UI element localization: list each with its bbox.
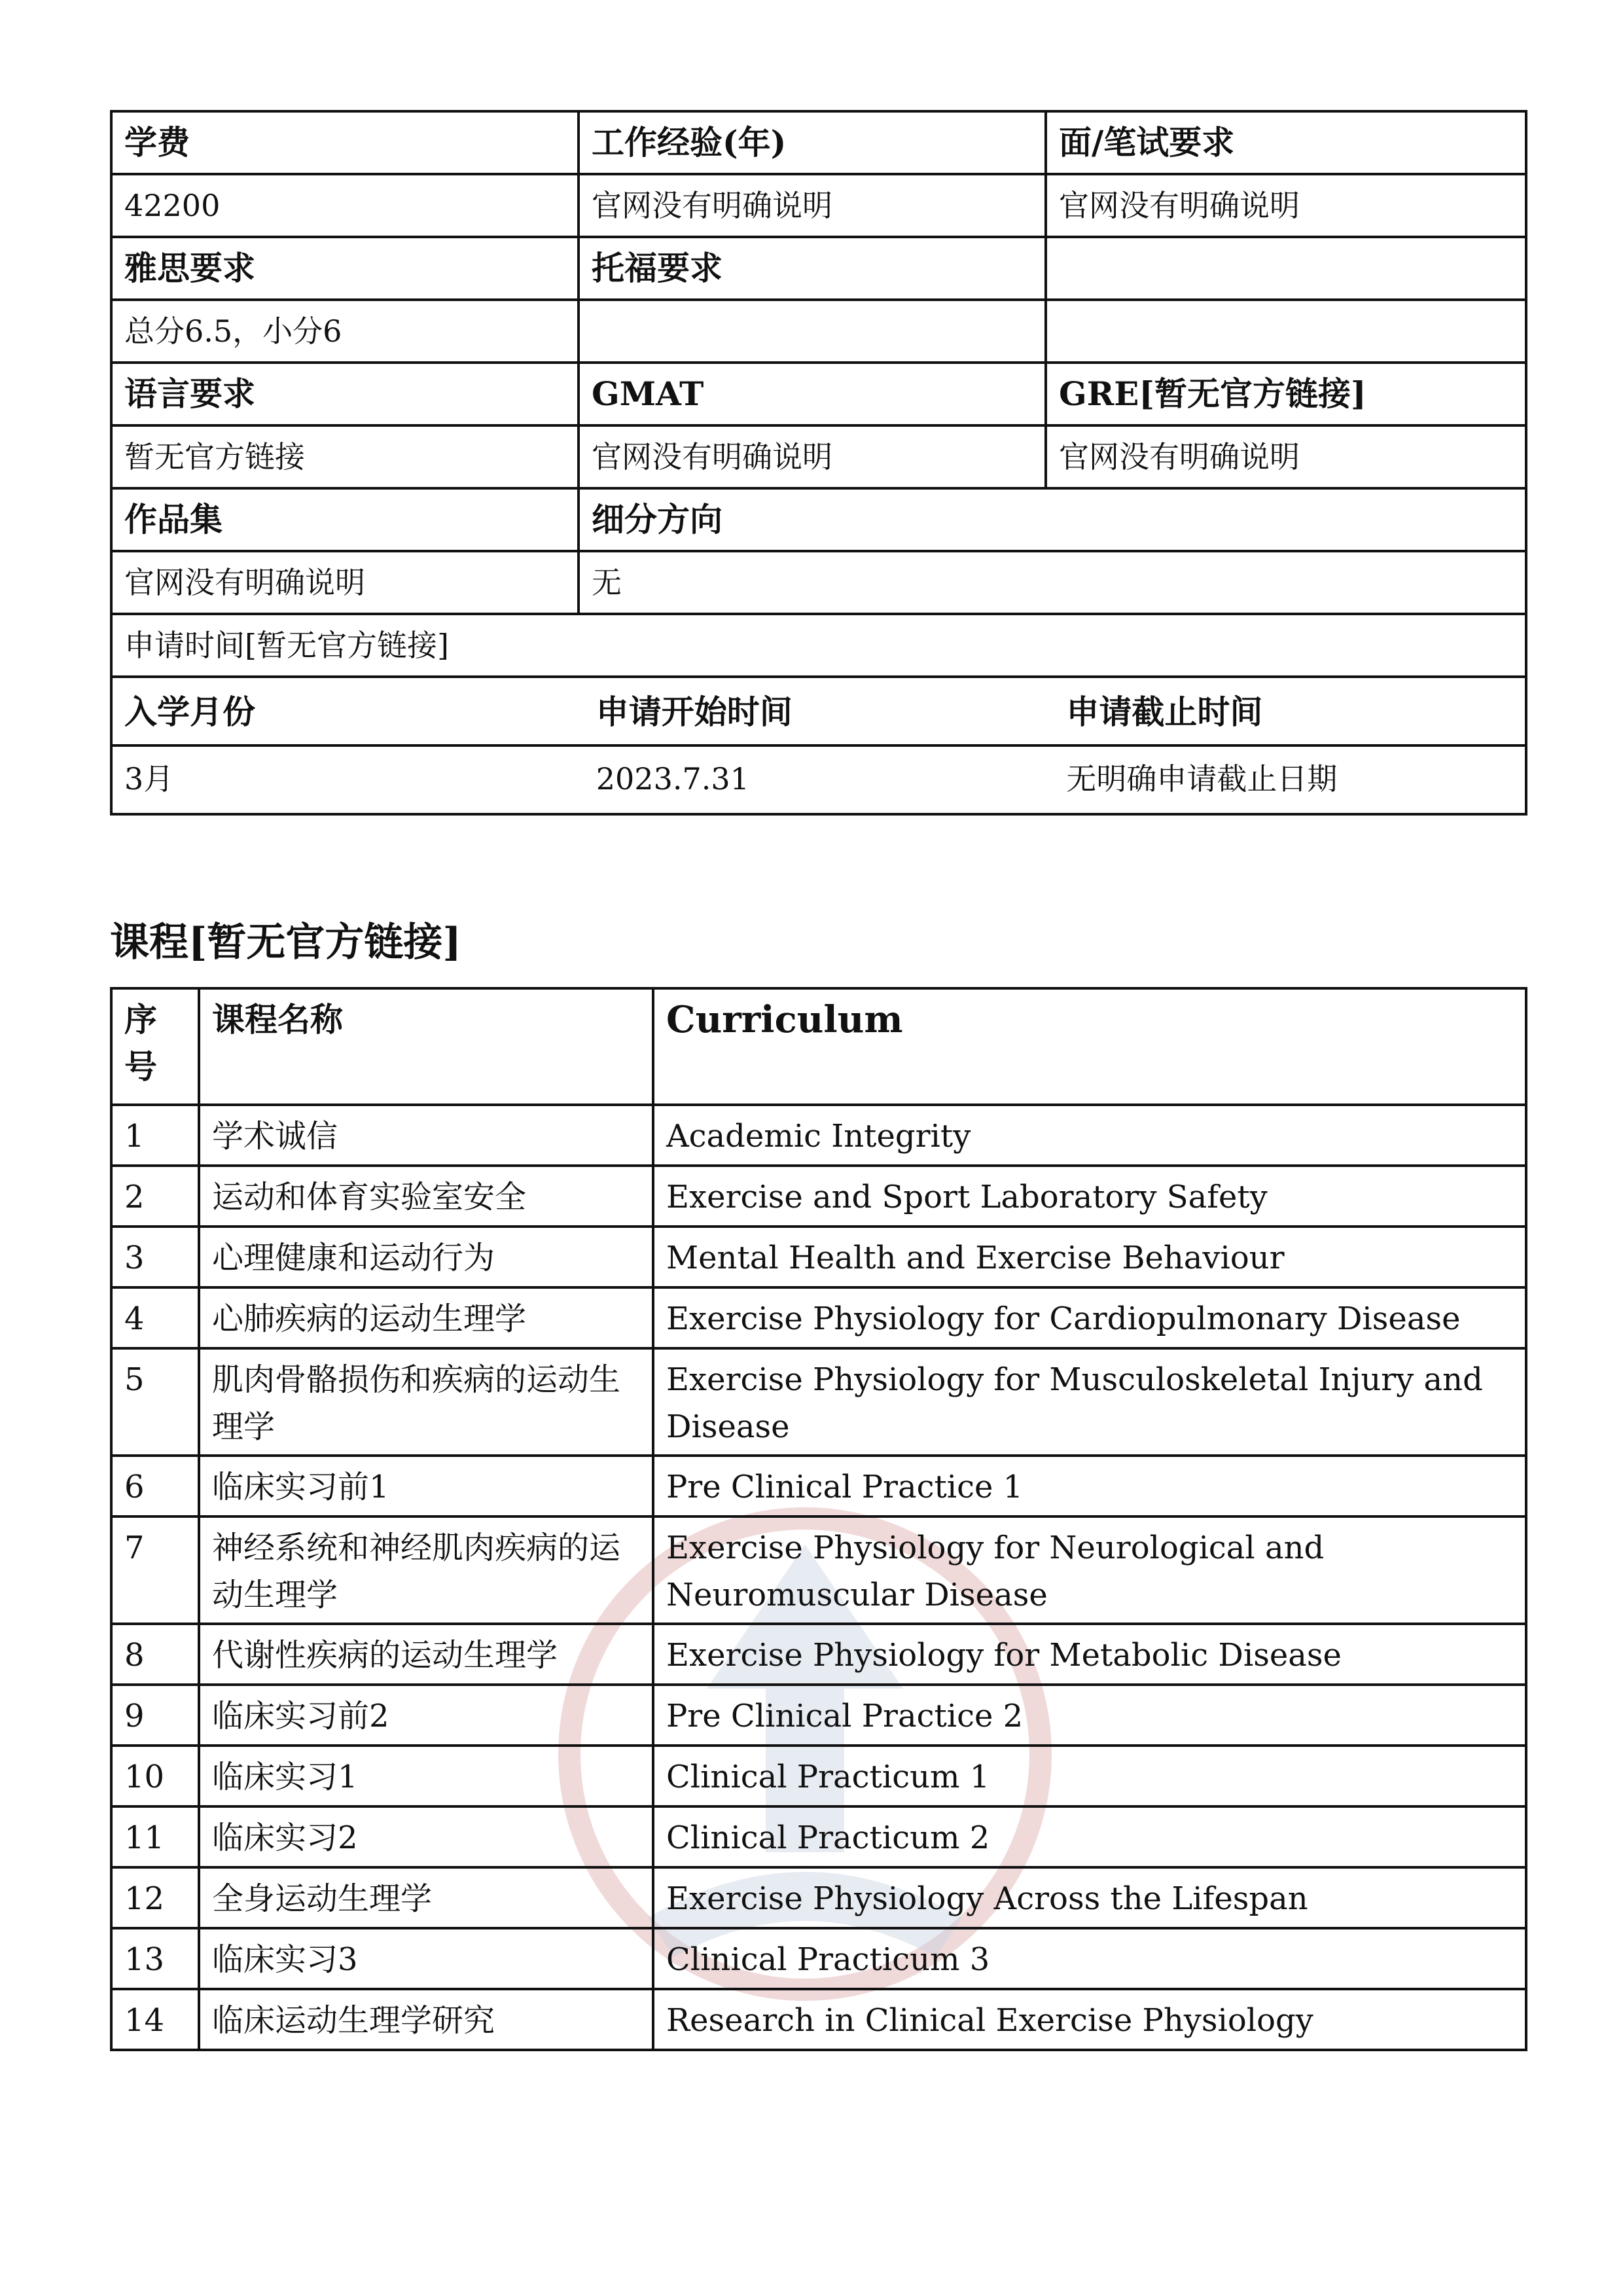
row-portfolio-header <box>111 488 1526 551</box>
table-row <box>111 1867 1526 1928</box>
requirements-table <box>110 110 1527 816</box>
gmat-value: 官网没有明确说明 <box>579 425 1046 488</box>
course-name-cn: 运动和体育实验室安全 <box>199 1166 653 1227</box>
work-experience-label: 工作经验(年) <box>579 111 1046 174</box>
table-row <box>111 1516 1526 1624</box>
course-name-en: Exercise and Sport Laboratory Safety <box>653 1166 1526 1227</box>
course-name-en: Clinical Practicum 2 <box>653 1806 1526 1867</box>
table-row <box>111 1227 1526 1287</box>
specialization-value: 无 <box>579 551 1526 614</box>
course-number: 4 <box>111 1287 199 1348</box>
ielts-label: 雅思要求 <box>111 237 579 300</box>
empty-cell <box>1046 237 1526 300</box>
intake-value: 3月 <box>124 761 174 797</box>
course-name-cn: 肌肉骨骼损伤和疾病的运动生理学 <box>199 1348 653 1456</box>
course-number: 2 <box>111 1166 199 1227</box>
course-number: 8 <box>111 1624 199 1685</box>
intake-label: 入学月份 <box>113 680 584 745</box>
portfolio-label: 作品集 <box>111 488 579 551</box>
header-course-name: 课程名称 <box>199 988 653 1105</box>
language-label: 语言要求 <box>111 363 579 425</box>
table-row <box>111 1806 1526 1867</box>
toefl-label: 托福要求 <box>579 237 1046 300</box>
course-name-en: Exercise Physiology for Musculoskeletal Injury and Disease <box>653 1348 1526 1456</box>
row-tuition-header <box>111 111 1526 174</box>
table-row <box>111 1166 1526 1227</box>
open-date-value: 2023.7.31 <box>596 761 749 797</box>
tuition-label: 学费 <box>111 111 579 174</box>
course-number: 9 <box>111 1685 199 1746</box>
row-language-values <box>111 425 1526 488</box>
curriculum-table <box>110 987 1527 2051</box>
ielts-value: 总分6.5，小分6 <box>111 300 579 363</box>
gre-label: GRE[暂无官方链接] <box>1046 363 1526 425</box>
table-row <box>111 1685 1526 1746</box>
table-row <box>111 1348 1526 1456</box>
course-number: 6 <box>111 1456 199 1516</box>
row-application-time <box>111 614 1526 677</box>
application-dates-header <box>113 680 1525 745</box>
interview-value: 官网没有明确说明 <box>1046 174 1526 237</box>
course-name-cn: 临床实习前2 <box>199 1685 653 1746</box>
open-date-label: 申请开始时间 <box>584 680 1055 745</box>
application-dates-values <box>113 745 1525 811</box>
course-number: 5 <box>111 1348 199 1456</box>
table-row <box>111 1287 1526 1348</box>
table-row <box>111 1105 1526 1166</box>
course-name-en: Pre Clinical Practice 2 <box>653 1685 1526 1746</box>
course-name-cn: 学术诚信 <box>199 1105 653 1166</box>
course-name-en: Academic Integrity <box>653 1105 1526 1166</box>
application-time-label: 申请时间[暂无官方链接] <box>111 614 1526 677</box>
course-name-cn: 临床实习前1 <box>199 1456 653 1516</box>
course-name-en: Exercise Physiology for Metabolic Disease <box>653 1624 1526 1685</box>
table-row <box>111 1746 1526 1806</box>
course-number: 11 <box>111 1806 199 1867</box>
course-name-en: Clinical Practicum 3 <box>653 1928 1526 1989</box>
row-language-header <box>111 363 1526 425</box>
table-row <box>111 1989 1526 2050</box>
course-name-en: Clinical Practicum 1 <box>653 1746 1526 1806</box>
curriculum-header-row <box>111 988 1526 1105</box>
empty-cell <box>1046 300 1526 363</box>
gmat-label: GMAT <box>579 363 1046 425</box>
application-dates-table <box>113 680 1525 811</box>
course-number: 13 <box>111 1928 199 1989</box>
row-portfolio-values <box>111 551 1526 614</box>
application-dates-cell <box>111 677 1526 814</box>
toefl-value <box>579 300 1046 363</box>
deadline-label: 申请截止时间 <box>1054 680 1525 745</box>
course-number: 14 <box>111 1989 199 2050</box>
course-name-cn: 心理健康和运动行为 <box>199 1227 653 1287</box>
curriculum-title: 课程[暂无官方链接] <box>110 920 461 965</box>
course-name-cn: 临床实习2 <box>199 1806 653 1867</box>
row-application-dates <box>111 677 1526 814</box>
interview-label: 面/笔试要求 <box>1046 111 1526 174</box>
course-name-en: Research in Clinical Exercise Physiology <box>653 1989 1526 2050</box>
specialization-label: 细分方向 <box>579 488 1526 551</box>
table-row <box>111 1456 1526 1516</box>
row-test-values <box>111 300 1526 363</box>
work-experience-value: 官网没有明确说明 <box>579 174 1046 237</box>
portfolio-value: 官网没有明确说明 <box>111 551 579 614</box>
course-name-cn: 临床运动生理学研究 <box>199 1989 653 2050</box>
course-number: 7 <box>111 1516 199 1624</box>
course-name-en: Exercise Physiology for Cardiopulmonary Disease <box>653 1287 1526 1348</box>
course-name-cn: 神经系统和神经肌肉疾病的运动生理学 <box>199 1516 653 1624</box>
language-value: 暂无官方链接 <box>111 425 579 488</box>
course-name-en: Exercise Physiology Across the Lifespan <box>653 1867 1526 1928</box>
deadline-value: 无明确申请截止日期 <box>1066 761 1338 797</box>
course-number: 12 <box>111 1867 199 1928</box>
header-number: 序号 <box>111 988 199 1105</box>
course-name-cn: 全身运动生理学 <box>199 1867 653 1928</box>
course-number: 3 <box>111 1227 199 1287</box>
table-row <box>111 1624 1526 1685</box>
course-name-cn: 心肺疾病的运动生理学 <box>199 1287 653 1348</box>
gre-value: 官网没有明确说明 <box>1046 425 1526 488</box>
tuition-value: 42200 <box>111 174 579 237</box>
row-tuition-values <box>111 174 1526 237</box>
row-test-header <box>111 237 1526 300</box>
course-number: 1 <box>111 1105 199 1166</box>
course-name-cn: 代谢性疾病的运动生理学 <box>199 1624 653 1685</box>
table-row <box>111 1928 1526 1989</box>
course-number: 10 <box>111 1746 199 1806</box>
course-name-cn: 临床实习3 <box>199 1928 653 1989</box>
course-name-en: Exercise Physiology for Neurological and Neuromuscular Disease <box>653 1516 1526 1624</box>
course-name-en: Mental Health and Exercise Behaviour <box>653 1227 1526 1287</box>
course-name-cn: 临床实习1 <box>199 1746 653 1806</box>
header-curriculum: Curriculum <box>653 988 1526 1105</box>
course-name-en: Pre Clinical Practice 1 <box>653 1456 1526 1516</box>
